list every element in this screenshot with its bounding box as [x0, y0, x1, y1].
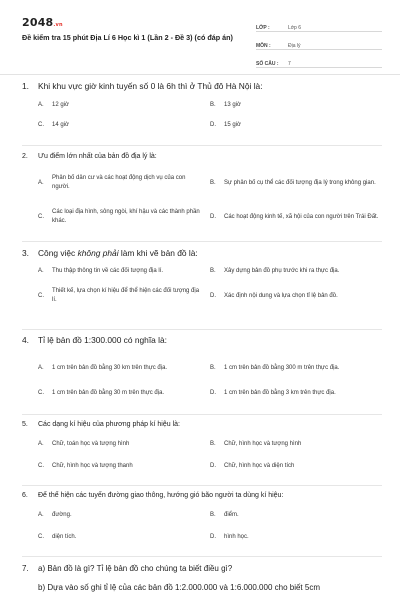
- meta-count-row: [256, 52, 382, 68]
- option-text: diện tích.: [52, 534, 77, 540]
- option-d[interactable]: [210, 202, 380, 232]
- option-letter: B.: [210, 364, 216, 371]
- question-2: [22, 152, 382, 232]
- option-b[interactable]: [210, 168, 380, 198]
- question-header: [22, 491, 382, 501]
- option-a[interactable]: [38, 438, 210, 451]
- question-number: 7.: [22, 564, 29, 573]
- option-b[interactable]: [210, 509, 380, 522]
- meta-subject-label: MÔN :: [256, 43, 271, 49]
- question-text: Khi khu vực giờ kinh tuyến số 0 là 6h thì ở Thủ đô Hà Nội là:: [38, 81, 263, 91]
- question-header: [22, 81, 382, 91]
- option-text: đường.: [52, 512, 72, 518]
- option-text: Chữ, hình học và diện tích: [224, 463, 295, 469]
- question-options: [38, 168, 382, 232]
- divider: [22, 145, 382, 146]
- option-a[interactable]: [38, 353, 210, 383]
- option-c[interactable]: [38, 119, 210, 132]
- option-b[interactable]: [210, 353, 380, 383]
- option-text: 1 cm trên bản đồ bằng 30 m trên thực địa.: [52, 390, 165, 396]
- option-c[interactable]: [38, 531, 210, 544]
- question-text-pre: Công việc: [38, 248, 78, 258]
- option-text: 1 cm trên bản đồ bằng 300 m trên thực địa.: [224, 364, 340, 371]
- logo-main: 2048: [22, 16, 54, 29]
- question-options: [38, 353, 382, 400]
- question-text: Tỉ lệ bản đồ 1:300.000 có nghĩa là:: [38, 335, 167, 345]
- option-a[interactable]: [38, 99, 210, 112]
- question-text-emphasis: không phải: [77, 248, 119, 258]
- question-header: [22, 420, 382, 430]
- option-letter: D.: [210, 122, 216, 128]
- option-d[interactable]: [210, 387, 380, 400]
- option-text: Phản bố dân cư và các hoạt động dịch vụ của con người.: [52, 175, 186, 190]
- meta-subject-value: Địa lý: [288, 43, 301, 49]
- meta-subject-row: [256, 34, 382, 50]
- divider: [22, 241, 382, 242]
- option-c[interactable]: [38, 281, 210, 311]
- divider: [22, 556, 382, 557]
- option-d[interactable]: [210, 531, 380, 544]
- question-text: [38, 248, 198, 258]
- question-text-post: làm khi vẽ bản đồ là:: [118, 248, 198, 258]
- option-text: hình học.: [224, 534, 249, 540]
- option-letter: C.: [38, 122, 44, 128]
- option-letter: D.: [210, 390, 216, 396]
- divider: [22, 414, 382, 415]
- option-letter: A.: [38, 441, 44, 447]
- option-text: Chữ, hình học và tượng thanh: [52, 463, 133, 469]
- divider: [22, 329, 382, 330]
- question-number: 6.: [22, 492, 28, 499]
- option-text: Xây dựng bản đồ phụ trước khi ra thực địa.: [224, 268, 340, 274]
- meta-count-label: SỐ CÂU :: [256, 61, 279, 67]
- question-text: Để thể hiện các tuyến đường giao thông, hướng gió bão người ta dùng kí hiệu:: [38, 492, 284, 499]
- question-number: 3.: [22, 248, 29, 258]
- divider: [22, 485, 382, 486]
- option-a[interactable]: [38, 265, 210, 278]
- question-number: 5.: [22, 421, 28, 428]
- option-text: Các loại địa hình, sông ngòi, khí hậu và các thành phần khác.: [52, 209, 200, 224]
- question-header: [22, 563, 382, 574]
- option-letter: C.: [38, 463, 44, 469]
- option-letter: D.: [210, 463, 216, 469]
- option-text: Thiết kế, lựa chọn kí hiệu để thể hiện các đối tượng địa lí.: [52, 288, 200, 303]
- option-letter: B.: [210, 441, 216, 447]
- question-text: Các dạng kí hiệu của phương pháp kí hiệu là:: [38, 421, 180, 428]
- option-letter: D.: [210, 213, 216, 220]
- question-6: [22, 491, 382, 544]
- question-header: [22, 152, 382, 162]
- question-7: [22, 563, 382, 593]
- option-c[interactable]: [38, 460, 210, 473]
- option-text: 14 giờ: [52, 122, 69, 128]
- option-a[interactable]: [38, 168, 210, 198]
- question-options: [38, 509, 382, 544]
- option-text: Các hoạt động kinh tế, xã hội của con người trên Trái Đất.: [224, 213, 379, 220]
- option-d[interactable]: [210, 119, 380, 132]
- option-text: Thu thập thông tin về các đối tượng địa lí.: [52, 268, 164, 274]
- option-letter: D.: [210, 292, 216, 299]
- option-d[interactable]: [210, 460, 380, 473]
- option-letter: D.: [210, 534, 216, 540]
- question-header: [22, 248, 382, 258]
- exam-title: Đề kiểm tra 15 phút Địa Lí 6 Học kì 1 (Lần 2 - Đề 3) (có đáp án): [22, 33, 233, 42]
- question-header: [22, 335, 382, 345]
- option-b[interactable]: [210, 265, 380, 278]
- question-text: Ưu điểm lớn nhất của bản đồ địa lý là:: [38, 153, 157, 160]
- option-letter: C.: [38, 534, 44, 540]
- exam-meta: [256, 16, 382, 70]
- question-options: [38, 438, 382, 473]
- option-a[interactable]: [38, 509, 210, 522]
- option-text: 13 giờ: [224, 102, 241, 108]
- meta-class-label: LỚP :: [256, 25, 270, 31]
- question-number: 2.: [22, 153, 28, 160]
- option-letter: A.: [38, 102, 44, 108]
- question-5: [22, 420, 382, 473]
- meta-count-value: 7: [288, 61, 291, 67]
- option-b[interactable]: [210, 438, 380, 451]
- option-text: 12 giờ: [52, 102, 69, 108]
- option-letter: A.: [38, 512, 44, 518]
- option-text: Chữ, hình học và tượng hình: [224, 441, 302, 447]
- meta-class-row: [256, 16, 382, 32]
- option-letter: B.: [210, 102, 216, 108]
- option-text: điểm.: [224, 512, 239, 518]
- option-text: Sự phân bố cụ thể các đối tượng địa lý trong không gian.: [224, 179, 376, 186]
- option-b[interactable]: [210, 99, 380, 112]
- question-number: 4.: [22, 335, 29, 345]
- option-letter: A.: [38, 179, 44, 186]
- option-text: 15 giờ: [224, 122, 241, 128]
- option-letter: B.: [210, 268, 216, 274]
- question-text: a) Bản đồ là gì? Tỉ lệ bản đồ cho chúng ta biết điều gì?: [38, 564, 233, 573]
- option-text: 1 cm trên bản đồ bằng 3 km trên thực địa.: [224, 390, 336, 396]
- option-letter: C.: [38, 292, 44, 299]
- option-d[interactable]: [210, 281, 380, 311]
- logo-suffix: .vn: [53, 22, 63, 28]
- question-options: [38, 265, 382, 311]
- question-3: [22, 248, 382, 311]
- question-number: 1.: [22, 81, 29, 91]
- question-4: [22, 335, 382, 400]
- option-letter: C.: [38, 213, 44, 220]
- question-text-part-b: b) Dựa vào số ghi tỉ lệ của các bản đồ 1:2.000.000 và 1:6.000.000 cho biết 5cm: [38, 583, 320, 592]
- meta-class-value: Lớp 6: [288, 25, 302, 31]
- site-logo[interactable]: [22, 16, 63, 29]
- question-options: [38, 99, 382, 132]
- exam-header: [0, 0, 400, 75]
- option-text: 1 cm trên bản đồ bằng 30 km trên thực địa.: [52, 364, 168, 371]
- option-c[interactable]: [38, 202, 210, 232]
- option-letter: A.: [38, 268, 44, 274]
- question-1: [22, 81, 382, 132]
- option-text: Chữ, toán học và tượng hình: [52, 441, 130, 447]
- option-letter: C.: [38, 390, 44, 396]
- option-letter: B.: [210, 179, 216, 186]
- option-letter: A.: [38, 364, 44, 371]
- option-text: Xác định nội dung và lựa chọn tỉ lệ bản đồ.: [224, 292, 338, 299]
- option-letter: B.: [210, 512, 216, 518]
- option-c[interactable]: [38, 387, 210, 400]
